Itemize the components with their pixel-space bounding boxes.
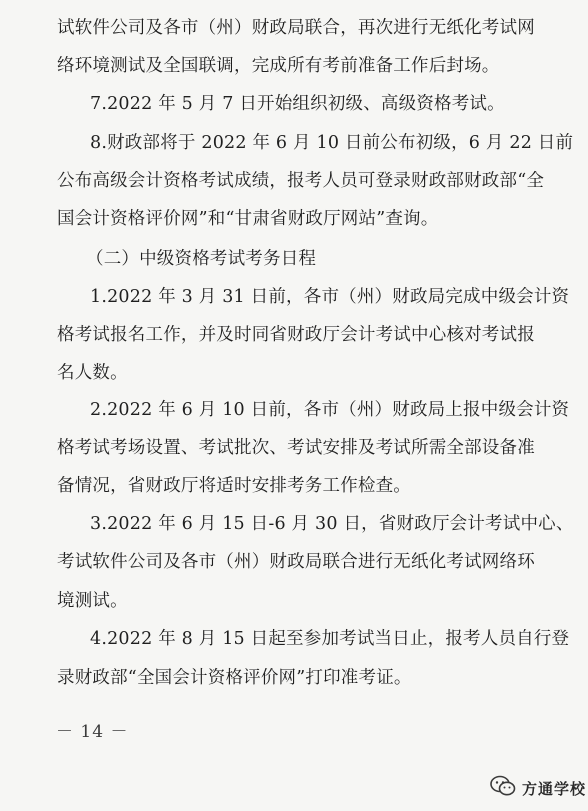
line-15: 考试软件公司及各市（州）财政局联合进行无纸化考试网络环 [57,552,535,572]
line-8: 1.2022 年 3 月 31 日前，各市（州）财政局完成中级会计资 [90,287,570,307]
line-12: 格考试考场设置、考试批次、考试安排及考试所需全部设备准 [57,438,535,458]
line-2: 络环境测试及全国联调，完成所有考前准备工作后封场。 [57,56,500,76]
line-1: 试软件公司及各市（州）财政局联合，再次进行无纸化考试网 [57,18,535,38]
watermark [490,775,586,801]
line-13: 备情况，省财政厅将适时安排考务工作检查。 [57,476,411,496]
line-14: 3.2022 年 6 月 15 日-6 月 30 日，省财政厅会计考试中心、 [90,514,574,534]
page-number: － 14 － [56,722,129,742]
line-9: 格考试报名工作，并及时同省财政厅会计考试中心核对考试报 [57,325,535,345]
section-heading: （二）中级资格考试考务日程 [86,249,317,269]
line-4: 8.财政部将于 2022 年 6 月 10 日前公布初级，6 月 22 日前 [90,133,574,153]
watermark-text: 方通学校 [522,779,587,798]
line-16: 境测试。 [57,591,128,611]
line-6: 国会计资格评价网”和“甘肃省财政厅网站”查询。 [57,209,439,229]
line-11: 2.2022 年 6 月 10 日前，各市（州）财政局上报中级会计资 [90,400,570,420]
line-3: 7.2022 年 5 月 7 日开始组织初级、高级资格考试。 [90,94,505,114]
line-5: 公布高级会计资格考试成绩，报考人员可登录财政部财政部“全 [57,171,545,191]
line-17: 4.2022 年 8 月 15 日起至参加考试当日止，报考人员自行登 [90,629,570,649]
line-10: 名人数。 [57,363,128,383]
line-18: 录财政部“全国会计资格评价网”打印准考证。 [57,668,412,688]
wechat-icon [490,775,516,801]
